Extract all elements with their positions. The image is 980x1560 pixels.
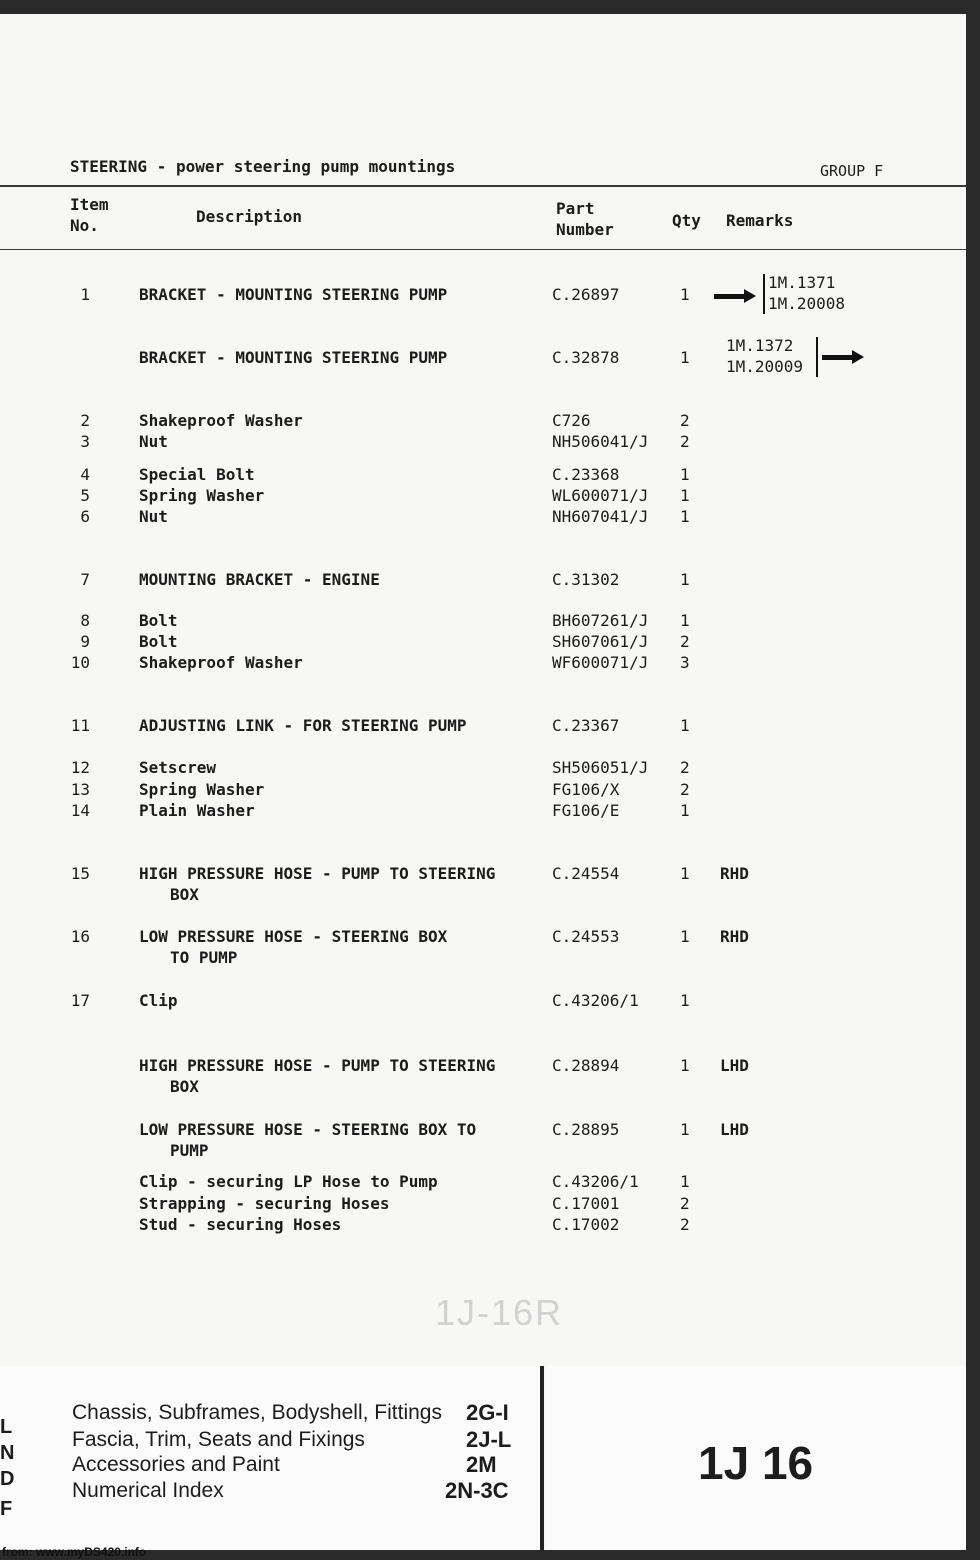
item-number: 12 [70,758,90,777]
range-bracket-line [816,337,818,377]
part-description: HIGH PRESSURE HOSE - PUMP TO STEERING [139,1056,496,1075]
item-number: 10 [70,653,90,672]
part-number: C.28894 [552,1056,620,1075]
part-description: Special Bolt [139,465,255,484]
item-number: 1 [80,285,90,304]
part-number: FG106/X [552,780,620,799]
part-description: Clip - securing LP Hose to Pump [139,1172,438,1191]
remarks: LHD [720,1056,749,1075]
part-number: C.24554 [552,864,620,883]
part-description: LOW PRESSURE HOSE - STEERING BOX [139,927,448,946]
tab-letter: N [0,1442,15,1464]
quantity: 2 [680,1215,690,1234]
remarks: RHD [720,927,749,946]
part-description: Spring Washer [139,486,265,505]
tab-letter: F [0,1498,13,1520]
quantity: 1 [680,348,690,367]
part-description: Nut [139,432,168,451]
quantity: 2 [680,432,690,451]
part-description: Strapping - securing Hoses [139,1194,390,1213]
header-rule-top [0,185,966,187]
part-number: SH506051/J [552,758,649,777]
part-description: Stud - securing Hoses [139,1215,342,1234]
part-description: Setscrew [139,758,217,777]
group-label: GROUP F [820,162,884,180]
item-number: 14 [70,801,90,820]
item-number: 8 [80,611,90,630]
part-number: C.17001 [552,1194,620,1213]
item-number: 4 [80,465,90,484]
part-number: FG106/E [552,801,620,820]
part-description: MOUNTING BRACKET - ENGINE [139,570,380,589]
quantity: 1 [680,570,690,589]
part-number: NH607041/J [552,507,649,526]
part-number: C.26897 [552,285,620,304]
quantity: 1 [680,611,690,630]
index-code: 2G-I [466,1400,509,1425]
item-number: 17 [70,991,90,1010]
col-description-header: Description [196,207,302,226]
part-description: Plain Washer [139,801,255,820]
quantity: 2 [680,758,690,777]
item-number: 6 [80,507,90,526]
item-number: 3 [80,432,90,451]
remarks: RHD [720,864,749,883]
source-credit: from: www.myDS420.info [2,1545,147,1559]
page-stamp: 1J-16R [435,1292,564,1333]
quantity: 1 [680,1120,690,1139]
part-description-continued: BOX [170,885,199,904]
col-qty-header: Qty [672,211,701,230]
quantity: 2 [680,780,690,799]
part-description: Shakeproof Washer [139,411,303,430]
index-label: Accessories and Paint [72,1453,280,1476]
item-number: 9 [80,632,90,651]
quantity: 2 [680,1194,690,1213]
quantity: 1 [680,991,690,1010]
part-description: Nut [139,507,168,526]
quantity: 1 [680,1172,690,1191]
tab-letter: D [0,1468,15,1490]
item-number: 13 [70,780,90,799]
quantity: 1 [680,285,690,304]
part-description: Bolt [139,611,178,630]
quantity: 1 [680,465,690,484]
part-number: BH607261/J [552,611,649,630]
part-number: C.31302 [552,570,620,589]
tab-letter: L [0,1416,13,1438]
item-number: 16 [70,927,90,946]
page-code-box [546,1366,966,1550]
part-number: NH506041/J [552,432,649,451]
part-number: C.24553 [552,927,620,946]
index-code: 2M [466,1452,497,1477]
part-description: ADJUSTING LINK - FOR STEERING PUMP [139,716,467,735]
quantity: 1 [680,507,690,526]
quantity: 1 [680,927,690,946]
part-number: C.28895 [552,1120,620,1139]
part-number: C.23368 [552,465,620,484]
col-item-header: Item No. [70,195,109,235]
range-bracket-line [763,274,765,314]
part-number: C.17002 [552,1215,620,1234]
part-description: Bolt [139,632,178,651]
index-label: Numerical Index [72,1479,224,1502]
item-number: 15 [70,864,90,883]
part-number: C.43206/1 [552,991,639,1010]
col-part-header: Part Number [556,199,614,239]
item-number: 11 [70,716,90,735]
index-code: 2J-L [466,1427,512,1452]
header-rule-bottom [0,249,966,250]
quantity: 2 [680,632,690,651]
quantity: 1 [680,1056,690,1075]
quantity: 1 [680,801,690,820]
quantity: 3 [680,653,690,672]
part-number: WL600071/J [552,486,649,505]
part-description: BRACKET - MOUNTING STEERING PUMP [139,285,448,304]
part-number: WF600071/J [552,653,649,672]
quantity: 1 [680,716,690,735]
part-description: HIGH PRESSURE HOSE - PUMP TO STEERING [139,864,496,883]
quantity: 1 [680,486,690,505]
part-description: BRACKET - MOUNTING STEERING PUMP [139,348,448,367]
part-description: Shakeproof Washer [139,653,303,672]
item-number: 2 [80,411,90,430]
part-description-continued: BOX [170,1077,199,1096]
part-number: C726 [552,411,591,430]
quantity: 2 [680,411,690,430]
catalogue-page [0,14,966,1550]
part-number: C.23367 [552,716,620,735]
part-number: C.32878 [552,348,620,367]
part-description-continued: TO PUMP [170,948,238,967]
col-remarks-header: Remarks [726,211,794,230]
footer-divider [540,1366,544,1550]
range-remark-1: 1M.1371 1M.20008 [768,273,846,313]
page-title: STEERING - power steering pump mountings [70,157,456,176]
page-code: 1J 16 [698,1437,814,1489]
remarks: LHD [720,1120,749,1139]
part-description: Clip [139,991,178,1010]
item-number: 5 [80,486,90,505]
item-number: 7 [80,570,90,589]
part-description: Spring Washer [139,780,265,799]
part-description-continued: PUMP [170,1141,209,1160]
index-footer [0,1366,540,1550]
index-code: 2N-3C [445,1478,509,1503]
part-description: LOW PRESSURE HOSE - STEERING BOX TO [139,1120,477,1139]
index-label: Fascia, Trim, Seats and Fixings [72,1428,365,1451]
part-number: C.43206/1 [552,1172,639,1191]
index-label: Chassis, Subframes, Bodyshell, Fittings [72,1401,442,1424]
quantity: 1 [680,864,690,883]
part-number: SH607061/J [552,632,649,651]
range-remark-2: 1M.1372 1M.20009 [726,336,804,376]
